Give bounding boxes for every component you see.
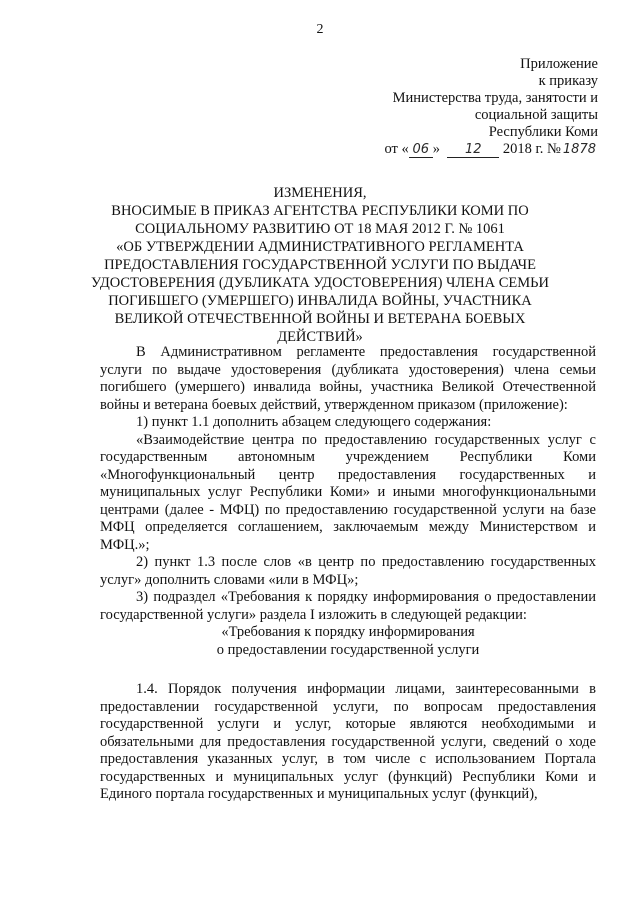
spacer	[100, 659, 596, 681]
title-line: ИЗМЕНЕНИЯ,	[273, 185, 367, 201]
paragraph-item-2: 2) пункт 1.3 после слов «в центр по предоставлению государственных услуг» дополнить словами «или в МФЦ»;	[100, 554, 596, 588]
paragraph-item-3: 3) подраздел «Требования к порядку информирования о предоставлении государственной услуги» раздела I изложить в следующей редакции:	[100, 589, 596, 623]
subsection-heading-line-1: «Требования к порядку информирования	[221, 624, 475, 640]
title-line: СОЦИАЛЬНОМУ РАЗВИТИЮ ОТ 18 МАЯ 2012 Г. № 1061	[135, 221, 505, 237]
title-line: УДОСТОВЕРЕНИЯ (ДУБЛИКАТА УДОСТОВЕРЕНИЯ) ЧЛЕНА СЕМЬИ	[91, 275, 549, 291]
appendix-line: Приложение	[520, 56, 598, 72]
appendix-block	[384, 56, 598, 158]
title-line: «ОБ УТВЕРЖДЕНИИ АДМИНИСТРАТИВНОГО РЕГЛАМЕНТА	[116, 239, 524, 255]
title-line: ВЕЛИКОЙ ОТЕЧЕСТВЕННОЙ ВОЙНЫ И ВЕТЕРАНА БОЕВЫХ	[114, 311, 526, 327]
order-date-line	[384, 141, 598, 158]
paragraph-1-4: 1.4. Порядок получения информации лицами, заинтересованными в предоставлении государственной услуги, по вопросам предоставления государственной услуги и услуг, которые являются необходимыми и обязательными для предоставления государственной услуги, сведений о ходе предоставления указанных услуг, в том числе с использованием Портала государственных и муниципальных услуг (функций) Республики Коми и Единого портала государственных и муниципальных услуг (функций),	[100, 681, 596, 802]
subsection-heading-line-2: о предоставлении государственной услуги	[216, 641, 480, 658]
title-line: ПРЕДОСТАВЛЕНИЯ ГОСУДАРСТВЕННОЙ УСЛУГИ ПО ВЫДАЧЕ	[104, 257, 536, 273]
paragraph-quote-interaction: «Взаимодействие центра по предоставлению государственных услуг с государственным автономным учреждением Республики Коми «Многофункциональный центр предоставления государственных и муниципальных услуг Республики Коми» и иными многофункциональными центрами (далее - МФЦ) по предоставлению государственной услуги на базе МФЦ определяется соглашением, заключаемым между Министерством и МФЦ.»;	[100, 431, 596, 553]
date-mid: »	[432, 141, 440, 157]
title-line: ПОГИБШЕГО (УМЕРШЕГО) ИНВАЛИДА ВОЙНЫ, УЧАСТНИКА	[108, 293, 532, 309]
appendix-line: к приказу	[538, 73, 598, 89]
page-number: 2	[316, 22, 324, 37]
document-title	[80, 184, 560, 346]
handwritten-day: 06	[409, 143, 433, 158]
date-year: 2018 г. №	[502, 141, 561, 157]
date-prefix: от «	[384, 141, 409, 157]
handwritten-month: 12	[447, 143, 499, 158]
paragraph-item-1: 1) пункт 1.1 дополнить абзацем следующего содержания:	[136, 414, 492, 430]
document-body	[100, 344, 596, 804]
handwritten-order-number: 1878	[562, 142, 596, 157]
appendix-line: Министерства труда, занятости и	[392, 90, 598, 106]
appendix-line: Республики Коми	[488, 124, 598, 140]
title-line: ДЕЙСТВИЙ»	[277, 329, 363, 345]
paragraph-intro: В Административном регламенте предоставления государственной услуги по выдаче удостоверения (дубликата удостоверения) члена семьи погибшего (умершего) инвалида войны, участника Великой Отечественной войны и ветерана боевых действий, утвержденном приказом (приложение):	[100, 344, 596, 413]
appendix-line: социальной защиты	[474, 107, 598, 123]
title-line: ВНОСИМЫЕ В ПРИКАЗ АГЕНТСТВА РЕСПУБЛИКИ КОМИ ПО	[111, 203, 529, 219]
